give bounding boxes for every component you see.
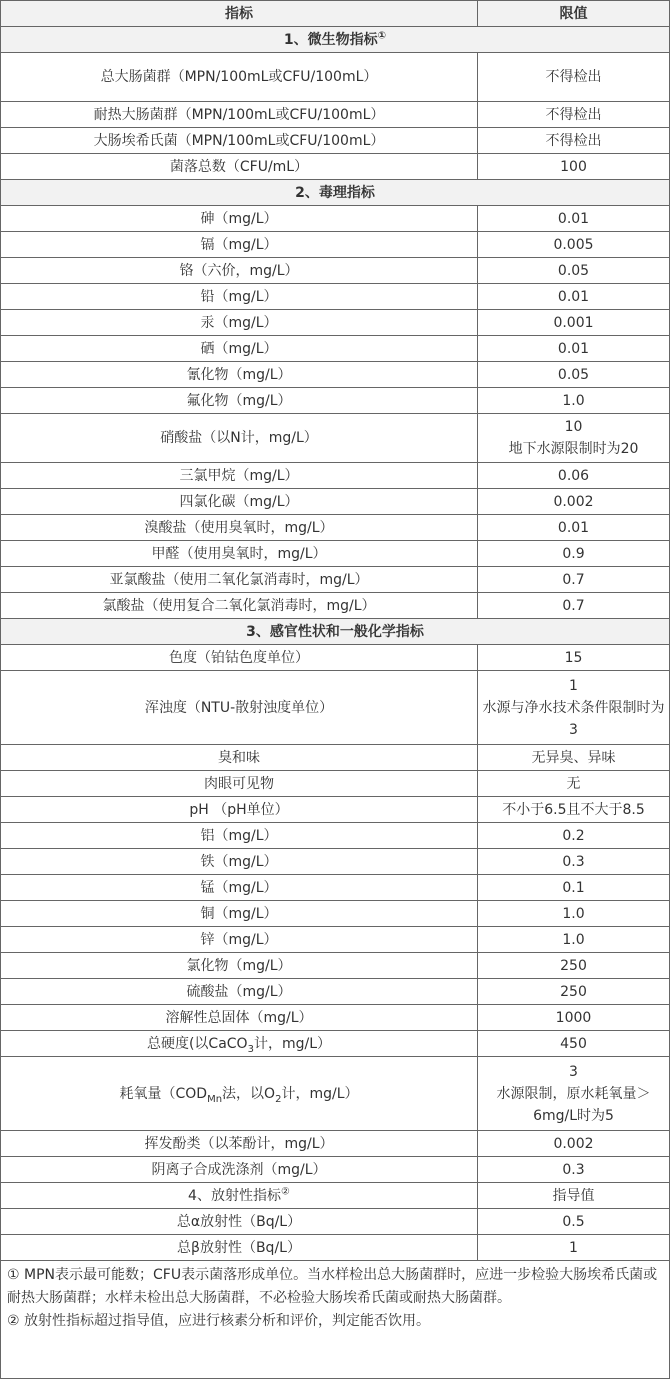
table-row bbox=[1, 953, 670, 979]
indicator-name: 色度（铂钴色度单位） bbox=[1, 645, 478, 671]
limit-value: 250 bbox=[478, 953, 670, 979]
table-row bbox=[1, 414, 670, 463]
limit-value: 无异臭、异味 bbox=[478, 745, 670, 771]
indicator-name: 硝酸盐（以N计，mg/L） bbox=[1, 414, 478, 463]
table-row bbox=[1, 1005, 670, 1031]
limit-value-note: 水源限制，原水耗氧量＞6mg/L时为5 bbox=[496, 1085, 651, 1124]
indicator-name: 浑浊度（NTU-散射浊度单位） bbox=[1, 671, 478, 745]
table-row bbox=[1, 102, 670, 128]
table-row bbox=[1, 515, 670, 541]
section-title-toxic: 2、毒理指标 bbox=[1, 180, 670, 206]
limit-value: 不得检出 bbox=[478, 128, 670, 154]
table-row bbox=[1, 463, 670, 489]
indicator-name: 氰化物（mg/L） bbox=[1, 362, 478, 388]
table-row bbox=[1, 128, 670, 154]
indicator-name: 汞（mg/L） bbox=[1, 310, 478, 336]
section-row-toxic bbox=[1, 180, 670, 206]
indicator-name: 臭和味 bbox=[1, 745, 478, 771]
table-row bbox=[1, 567, 670, 593]
table-row bbox=[1, 336, 670, 362]
section-title-radio: 4、放射性指标② bbox=[1, 1183, 478, 1209]
limit-value: 无 bbox=[478, 771, 670, 797]
table-row bbox=[1, 1209, 670, 1235]
header-row bbox=[1, 1, 670, 27]
limit-value: 0.5 bbox=[478, 1209, 670, 1235]
limit-value-note: 水源与净水技术条件限制时为3 bbox=[482, 699, 665, 738]
limit-value: 0.01 bbox=[478, 206, 670, 232]
limit-value: 0.01 bbox=[478, 515, 670, 541]
indicator-name: 大肠埃希氏菌（MPN/100mL或CFU/100mL） bbox=[1, 128, 478, 154]
indicator-name: 三氯甲烷（mg/L） bbox=[1, 463, 478, 489]
limit-value bbox=[478, 414, 670, 463]
limit-value: 0.3 bbox=[478, 849, 670, 875]
note-2: ② 放射性指标超过指导值，应进行核素分析和评价，判定能否饮用。 bbox=[7, 1313, 430, 1329]
table-row bbox=[1, 53, 670, 102]
indicator-name: pH （pH单位） bbox=[1, 797, 478, 823]
indicator-name: 铝（mg/L） bbox=[1, 823, 478, 849]
indicator-name: 镉（mg/L） bbox=[1, 232, 478, 258]
limit-value: 0.01 bbox=[478, 336, 670, 362]
table-row bbox=[1, 232, 670, 258]
table-row bbox=[1, 541, 670, 567]
indicator-name: 硫酸盐（mg/L） bbox=[1, 979, 478, 1005]
limit-value: 0.05 bbox=[478, 362, 670, 388]
table-row bbox=[1, 1157, 670, 1183]
section-row-radio bbox=[1, 1183, 670, 1209]
indicator-name: 铜（mg/L） bbox=[1, 901, 478, 927]
table-row bbox=[1, 489, 670, 515]
limit-value: 0.002 bbox=[478, 489, 670, 515]
footnote-mark-1: ① bbox=[377, 29, 387, 41]
limit-value: 250 bbox=[478, 979, 670, 1005]
indicator-name: 总硬度(以CaCO$_3$计，mg/L） bbox=[1, 1031, 478, 1057]
indicator-name: 挥发酚类（以苯酚计，mg/L） bbox=[1, 1131, 478, 1157]
table-row bbox=[1, 671, 670, 745]
limit-value: 15 bbox=[478, 645, 670, 671]
table-row bbox=[1, 849, 670, 875]
indicator-name: 锌（mg/L） bbox=[1, 927, 478, 953]
table-row bbox=[1, 901, 670, 927]
indicator-name: 四氯化碳（mg/L） bbox=[1, 489, 478, 515]
limit-value: 0.002 bbox=[478, 1131, 670, 1157]
indicator-name: 总β放射性（Bq/L） bbox=[1, 1235, 478, 1261]
limit-value: 1.0 bbox=[478, 927, 670, 953]
limit-value: 1.0 bbox=[478, 388, 670, 414]
table-row bbox=[1, 927, 670, 953]
note-1: ① MPN表示最可能数；CFU表示菌落形成单位。当水样检出总大肠菌群时，应进一步检验大肠埃希氏菌或耐热大肠菌群；水样未检出总大肠菌群，不必检验大肠埃希氏菌或耐热大肠菌群。 bbox=[7, 1267, 658, 1306]
table-row bbox=[1, 284, 670, 310]
limit-value: 1.0 bbox=[478, 901, 670, 927]
section-row-micro bbox=[1, 27, 670, 53]
limit-value: 0.005 bbox=[478, 232, 670, 258]
limit-value: 0.3 bbox=[478, 1157, 670, 1183]
indicator-name: 甲醛（使用臭氧时，mg/L） bbox=[1, 541, 478, 567]
limit-value: 0.01 bbox=[478, 284, 670, 310]
table-row bbox=[1, 645, 670, 671]
limit-value-note: 地下水源限制时为20 bbox=[508, 441, 639, 457]
limit-value bbox=[478, 1057, 670, 1131]
table-row bbox=[1, 258, 670, 284]
table-row bbox=[1, 1235, 670, 1261]
table-row bbox=[1, 593, 670, 619]
section-title-sensory: 3、感官性状和一般化学指标 bbox=[1, 619, 670, 645]
limit-value: 指导值 bbox=[478, 1183, 670, 1209]
indicator-name: 亚氯酸盐（使用二氧化氯消毒时，mg/L） bbox=[1, 567, 478, 593]
table-row bbox=[1, 979, 670, 1005]
section-row-sensory bbox=[1, 619, 670, 645]
table-row bbox=[1, 1131, 670, 1157]
indicator-name: 耐热大肠菌群（MPN/100mL或CFU/100mL） bbox=[1, 102, 478, 128]
header-limit: 限值 bbox=[478, 1, 670, 27]
limit-value bbox=[478, 671, 670, 745]
indicator-name: 总α放射性（Bq/L） bbox=[1, 1209, 478, 1235]
table-row bbox=[1, 1031, 670, 1057]
limit-value: 0.1 bbox=[478, 875, 670, 901]
indicator-name: 铬（六价，mg/L） bbox=[1, 258, 478, 284]
indicator-name: 阴离子合成洗涤剂（mg/L） bbox=[1, 1157, 478, 1183]
limit-value: 0.9 bbox=[478, 541, 670, 567]
table-row bbox=[1, 154, 670, 180]
table-row bbox=[1, 745, 670, 771]
limit-value: 0.7 bbox=[478, 593, 670, 619]
indicator-name: 硒（mg/L） bbox=[1, 336, 478, 362]
notes-row bbox=[1, 1261, 670, 1379]
footnote-mark-2: ② bbox=[280, 1185, 290, 1197]
indicator-name: 铅（mg/L） bbox=[1, 284, 478, 310]
indicator-name: 菌落总数（CFU/mL） bbox=[1, 154, 478, 180]
limit-value: 不小于6.5且不大于8.5 bbox=[478, 797, 670, 823]
limit-value: 0.001 bbox=[478, 310, 670, 336]
table-row bbox=[1, 771, 670, 797]
limit-value: 100 bbox=[478, 154, 670, 180]
indicator-name: 溴酸盐（使用臭氧时，mg/L） bbox=[1, 515, 478, 541]
header-indicator: 指标 bbox=[1, 1, 478, 27]
table-row bbox=[1, 388, 670, 414]
indicator-name: 锰（mg/L） bbox=[1, 875, 478, 901]
limit-value: 0.7 bbox=[478, 567, 670, 593]
table-row bbox=[1, 823, 670, 849]
indicator-name: 肉眼可见物 bbox=[1, 771, 478, 797]
table-row bbox=[1, 362, 670, 388]
limit-value: 0.2 bbox=[478, 823, 670, 849]
limit-value: 不得检出 bbox=[478, 102, 670, 128]
limit-value: 1000 bbox=[478, 1005, 670, 1031]
limit-value: 不得检出 bbox=[478, 53, 670, 102]
indicator-name: 砷（mg/L） bbox=[1, 206, 478, 232]
limit-value-main: 3 bbox=[569, 1063, 578, 1080]
limit-value: 0.05 bbox=[478, 258, 670, 284]
indicator-name: 氟化物（mg/L） bbox=[1, 388, 478, 414]
limit-value: 1 bbox=[478, 1235, 670, 1261]
limit-value: 0.06 bbox=[478, 463, 670, 489]
section-title-micro: 1、微生物指标① bbox=[1, 27, 670, 53]
table-row bbox=[1, 1057, 670, 1131]
indicator-name: 耗氧量（$COD_{Mn}$法，以$O_2$计，mg/L） bbox=[1, 1057, 478, 1131]
notes-cell bbox=[1, 1261, 670, 1379]
indicator-name: 氯化物（mg/L） bbox=[1, 953, 478, 979]
table-row bbox=[1, 206, 670, 232]
table-row bbox=[1, 875, 670, 901]
limit-value-main: 1 bbox=[569, 677, 578, 694]
indicator-name: 铁（mg/L） bbox=[1, 849, 478, 875]
indicator-name: 总大肠菌群（MPN/100mL或CFU/100mL） bbox=[1, 53, 478, 102]
indicator-name: 溶解性总固体（mg/L） bbox=[1, 1005, 478, 1031]
limit-value: 450 bbox=[478, 1031, 670, 1057]
table-row bbox=[1, 310, 670, 336]
limit-value-main: 10 bbox=[564, 419, 583, 435]
table-row bbox=[1, 797, 670, 823]
indicator-name: 氯酸盐（使用复合二氧化氯消毒时，mg/L） bbox=[1, 593, 478, 619]
